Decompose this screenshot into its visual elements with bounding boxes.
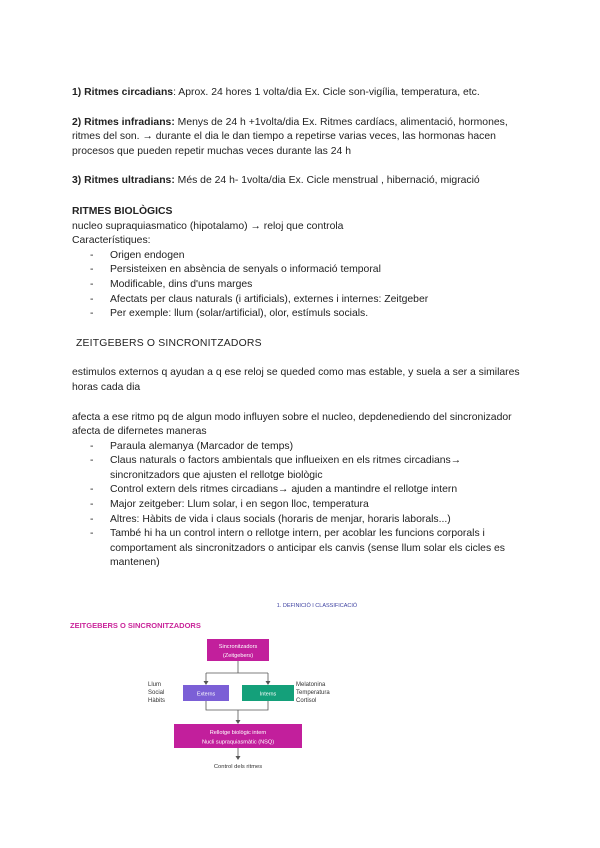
list-item: - Altres: Hàbits de vida i claus socials (horaris de menjar, horaris laborals...) bbox=[72, 513, 532, 528]
section-infradians bbox=[72, 116, 532, 160]
section-ultradians bbox=[72, 174, 532, 189]
list-item: - Origen endogen bbox=[72, 249, 532, 264]
list-item: - Control extern dels ritmes circadians→ ajuden a mantindre el rellotge intern bbox=[72, 483, 532, 498]
zeitgebers-heading: ZEITGEBERS O SINCRONITZADORS bbox=[76, 337, 262, 349]
list-item: - També hi ha un control intern o rellotge intern, per acoblar les funcions corporals i comportament als sincronitzadors o anticipar els canvis (sense llum solar els cicles es mantenen) bbox=[72, 527, 532, 571]
internal-label-1: Melatonina bbox=[296, 682, 326, 688]
list-item: - Persisteixen en absència de senyals o informació temporal bbox=[72, 263, 532, 278]
section-infradians-text: Menys de 24 h +1volta/dia Ex. Ritmes cardíacs, alimentació, hormones, ritmes del son. → durante el dia le dan tiempo a repetirse varias veces, las hormonas hacen procesos que pueden repetir muchas veces durante las 24 h bbox=[72, 116, 508, 157]
section-circadians-title: 1) Ritmes circadians bbox=[72, 87, 174, 98]
diagram-header: 1. DEFINICIÓ I CLASSIFICACIÓ bbox=[276, 603, 358, 609]
zeitgebers-diagram bbox=[62, 598, 418, 776]
arrowhead-bottom bbox=[236, 720, 241, 724]
ritmes-line-1: nucleo supraquiasmatico (hipotalamo) → reloj que controla bbox=[72, 220, 344, 232]
external-label-1: Llum bbox=[148, 682, 162, 688]
connector-top bbox=[206, 661, 268, 673]
diagram-caption: Control dels ritmes bbox=[213, 764, 263, 770]
diagram-title: ZEITGEBERS O SINCRONITZADORS bbox=[70, 621, 201, 630]
list-item: - Major zeitgeber: Llum solar, i en segon lloc, temperatura bbox=[72, 498, 532, 513]
arrowhead-left bbox=[204, 681, 209, 685]
list-item: - Per exemple: llum (solar/artificial), olor, estímuls socials. bbox=[72, 307, 532, 322]
zeitgebers-para-1: estimulos externos q ayudan a q ese reloj se queded como mas estable, y suela a ser a similares horas cada dia bbox=[72, 367, 520, 393]
list-item: - Afectats per claus naturals (i artificials), externes i internes: Zeitgeber bbox=[72, 293, 532, 308]
synchronizers-label: Sincronitzadors bbox=[218, 644, 258, 650]
ritmes-heading: RITMES BIOLÒGICS bbox=[72, 205, 173, 217]
ritmes-line-2: Característiques: bbox=[72, 235, 151, 247]
section-ultradians-text: Més de 24 h- 1volta/dia Ex. Cicle menstrual , hibernació, migració bbox=[174, 175, 480, 187]
list-item: - Claus naturals o factors ambientals que influeixen en els ritmes circadians→ sincronitzadors que ajusten el rellotge biològic bbox=[72, 454, 532, 483]
internal-label-2: Temperatura bbox=[296, 690, 330, 696]
connector-bottom bbox=[206, 701, 268, 722]
internal-label-3: Cortisol bbox=[296, 698, 317, 704]
zeitgebers-para-2: afecta a ese ritmo pq de algun modo influyen sobre el nucleo, depdenediendo del sincronizador afecta de difernetes maneras bbox=[72, 411, 512, 438]
zeitgebers-list bbox=[72, 440, 532, 571]
document-body bbox=[72, 86, 532, 571]
section-circadians bbox=[72, 86, 532, 101]
synchronizers-sublabel: (Zeitgebers) bbox=[222, 653, 254, 659]
arrowhead-right bbox=[266, 681, 271, 685]
internal-clock-label: Rellotge biològic intern bbox=[209, 730, 267, 736]
external-label-3: Hàbits bbox=[148, 698, 166, 704]
list-item: - Paraula alemanya (Marcador de temps) bbox=[72, 440, 532, 455]
section-ultradians-title: 3) Ritmes ultradians: bbox=[72, 175, 175, 187]
internal-box-label: Interns bbox=[259, 691, 277, 698]
external-box-label: Externs bbox=[196, 691, 216, 698]
list-item: - Modificable, dins d'uns marges bbox=[72, 278, 532, 293]
section-circadians-text: : Aprox. 24 hores 1 volta/dia Ex. Cicle son-vigília, temperatura, etc. bbox=[173, 87, 480, 98]
external-label-2: Social bbox=[148, 690, 165, 696]
ritmes-list bbox=[72, 249, 532, 322]
internal-clock-sublabel: Nucli supraquiasmàtic (NSQ) bbox=[201, 739, 275, 746]
arrowhead-caption bbox=[236, 756, 241, 760]
section-infradians-title: 2) Ritmes infradians: bbox=[72, 116, 175, 128]
